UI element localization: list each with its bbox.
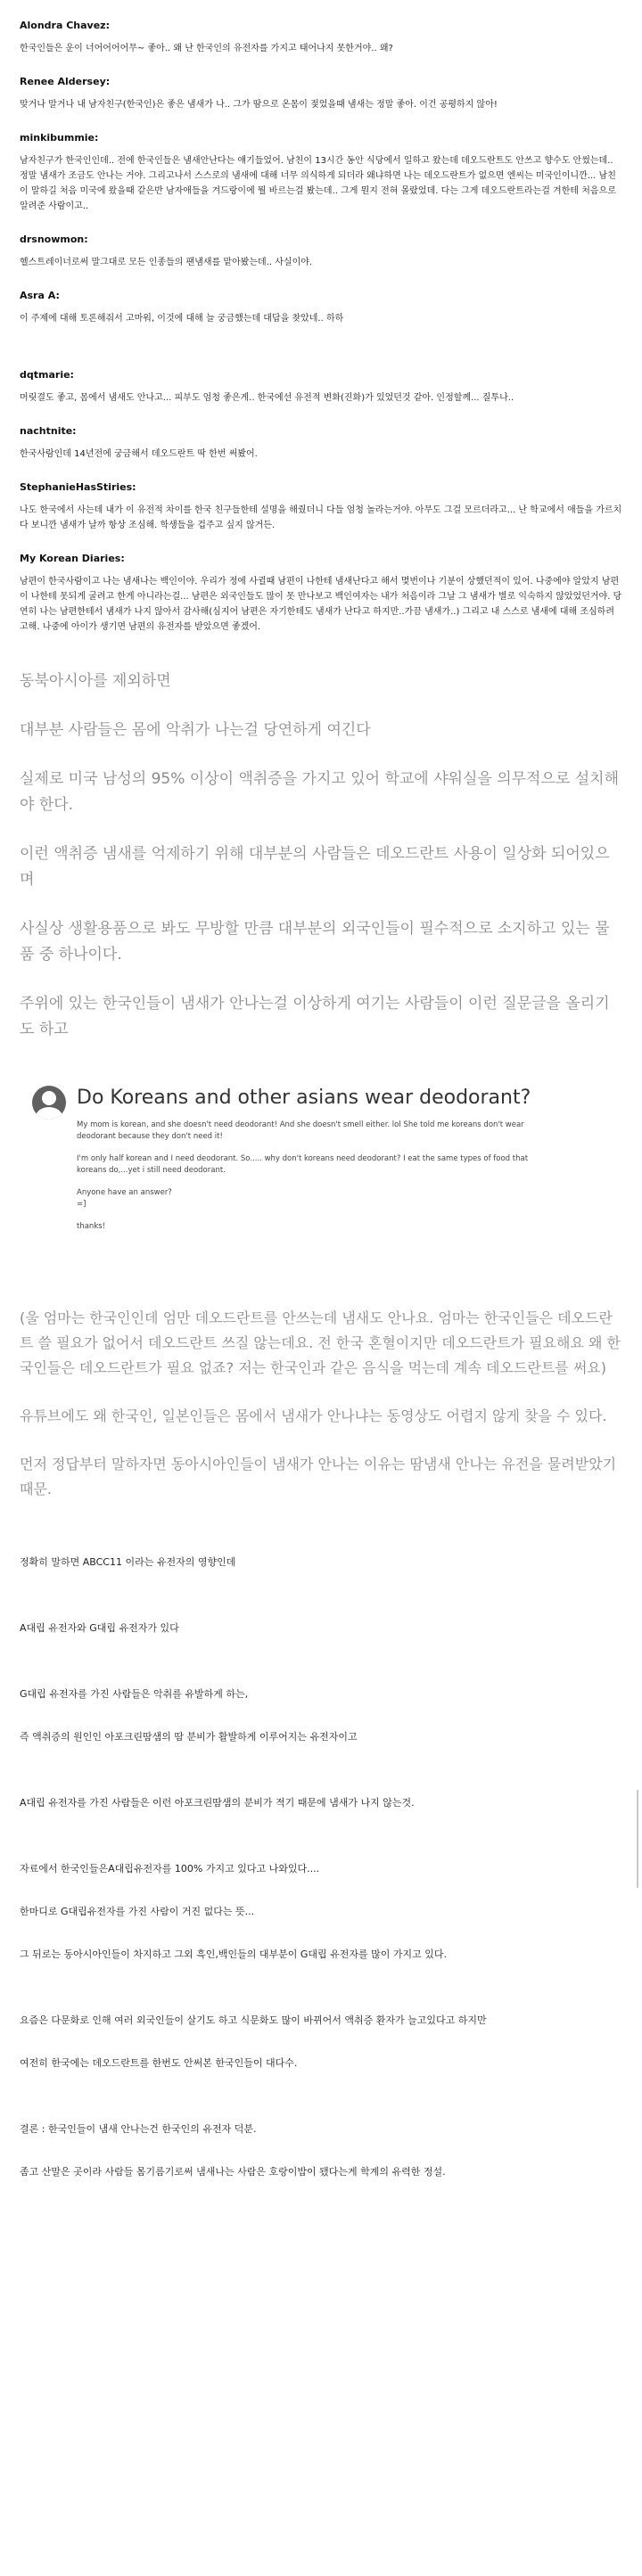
scroll-marker — [637, 1790, 638, 1888]
article-paragraph: 먼저 정답부터 말하자면 동아시아인들이 냄새가 안나는 이유는 땀냄새 안나는 유전을 물려받았기 때문. — [20, 1456, 617, 1497]
explanation-line: 좀고 산말은 곳이라 사람들 몸기름기로써 냄새나는 사람은 호랑이밥이 됐다는게 학계의 유력한 정설. — [20, 2166, 446, 2178]
explanation-line: G대립 유전자를 가진 사람들은 악취를 유발하게 하는, — [20, 1688, 249, 1700]
comment-body: 이 주제에 대해 토론해줘서 고마워, 이것에 대해 늘 궁금했는데 대답을 찾았네.. 하하 — [20, 314, 344, 324]
explanation-line: 즉 액취증의 원인인 아포크린땀샘의 땀 분비가 활발하게 이루어지는 유전자이고 — [20, 1731, 358, 1743]
explanation-line: 정확히 말하면 ABCC11 이라는 유전자의 영향인데 — [20, 1556, 236, 1568]
comment-author: nachtnite: — [20, 425, 77, 437]
comment-body: 맞거나 말거나 내 남자친구(한국인)은 좋은 냄새가 나.. 그가 땀으로 온몸이 젖었을때 냄새는 정말 좋아. 이건 공평하지 않아! — [20, 100, 498, 110]
comment — [20, 425, 622, 462]
comment-author: drsnowmon: — [20, 234, 88, 245]
quoted-question-card — [20, 1070, 622, 1252]
translation-paragraph: (울 엄마는 한국인인데 엄만 데오드란트를 안쓰는데 냄새도 안나요. 엄마는 한국인들은 데오드란트 쓸 필요가 없어서 데오드란트 쓰질 않는데요. 전 한국 혼혈이지만 데오드란트가 필요해요 왜 한국인들은 데오드란트가 필요 없죠? 저는 한국인과 같은 음식을 먹는데 계속 데오드란트를 써요) — [20, 1309, 621, 1376]
comment-body: 한국인들은 운이 너어어어어무~ 좋아.. 왜 난 한국인의 유전자를 가지고 태어나지 못한거야.. 왜? — [20, 44, 393, 53]
article-paragraph: 유튜브에도 왜 한국인, 일본인들은 몸에서 냄새가 안나냐는 동영상도 어렵지 않게 찾을 수 있다. — [20, 1407, 607, 1424]
comment-author: Renee Aldersey: — [20, 76, 111, 87]
question-title: Do Koreans and other asians wear deodorant? — [77, 1087, 531, 1109]
comments-section — [0, 0, 642, 635]
comment — [20, 234, 622, 270]
comment-author: StephanieHasStiries: — [20, 481, 136, 493]
comment-author: minkibummie: — [20, 132, 99, 144]
comment — [20, 132, 622, 214]
comment — [20, 553, 622, 635]
comment — [20, 369, 622, 406]
explanation-line: 그 뒤로는 동아시아인들이 차지하고 그외 흑인,백인들의 대부분이 G대립 유전자를 많이 가지고 있다. — [20, 1948, 448, 1960]
article-section — [0, 669, 642, 1043]
article-paragraph: 주위에 있는 한국인들이 냄새가 안나는걸 이상하게 여기는 사람들이 이런 질문글을 올리기도 하고 — [20, 995, 610, 1038]
article-paragraph: 사실상 생활용품으로 봐도 무방할 만큼 대부분의 외국인들이 필수적으로 소지하고 있는 물품 중 하나이다. — [20, 920, 610, 964]
comment-author: Alondra Chavez: — [20, 20, 110, 31]
comment-author: Asra A: — [20, 290, 60, 301]
comment — [20, 481, 622, 533]
comment-body: 나도 한국에서 사는데 내가 이 유전적 차이를 한국 친구들한테 설명을 해줬더니 다들 엄청 놀라는거야. 아무도 그걸 모르더라고... 난 학교에서 애들을 가르치다 보니깐 냄새가 날까 항상 조심해. 학생들을 겁주고 싶지 않거든. — [20, 505, 622, 530]
explanation-line: 결론 : 한국인들이 냄새 안나는건 한국인의 유전자 덕분. — [20, 2123, 257, 2135]
comment-body: 헬스트레이너로써 말그대로 모든 인종들의 팬냄새를 맡아봤는데.. 사실이야. — [20, 258, 313, 267]
explanation-line: A대립 유전자를 가진 사람들은 이런 아포크린땀샘의 분비가 적기 때문에 냄새가 나지 않는것. — [20, 1797, 415, 1809]
user-avatar-icon — [32, 1086, 66, 1120]
comment-author: dqtmarie: — [20, 369, 74, 381]
comment — [20, 20, 622, 56]
question-content — [77, 1086, 531, 1233]
explanation-line: A대립 유전자와 G대립 유전자가 있다 — [20, 1622, 179, 1634]
question-line: Anyone have an answer? — [77, 1188, 172, 1197]
comment-author: My Korean Diaries: — [20, 553, 125, 564]
article-paragraph: 동북아시아를 제외하면 — [20, 672, 171, 690]
question-line: deodorant because they don't need it! — [77, 1132, 223, 1141]
article-paragraph: 대부분 사람들은 몸에 악취가 나는걸 당연하게 여긴다 — [20, 721, 371, 739]
explanation-line: 자료에서 한국인들은A대립유전자를 100% 가지고 있다고 나와있다.... — [20, 1863, 320, 1875]
explanation-line: 요즘은 다문화로 인해 여러 외국인들이 살기도 하고 식문화도 많이 바뀌어서 액취증 환자가 늘고있다고 하지만 — [20, 2014, 487, 2026]
comment-body: 머릿결도 좋고, 몸에서 냄새도 안나고... 피부도 엄청 좋은게.. 한국에선 유전적 변화(진화)가 있었던것 같아. 인정할께... 질투나.. — [20, 393, 514, 403]
question-line: thanks! — [77, 1222, 106, 1231]
comment-body: 한국사람인데 14년전에 궁금해서 데오드란트 딱 한번 써봤어. — [20, 449, 258, 459]
article-paragraph: 이런 액취증 냄새를 억제하기 위해 대부분의 사람들은 데오드란트 사용이 일상화 되어있으며 — [20, 845, 610, 889]
article-paragraph: 실제로 미국 남성의 95% 이상이 액취증을 가지고 있어 학교에 샤워실을 의무적으로 설치해야 한다. — [20, 770, 619, 814]
explanation-line: 여전히 한국에는 데오드란트를 한번도 안써본 한국인들이 대다수. — [20, 2057, 298, 2069]
comment — [20, 290, 622, 326]
question-line: I'm only half korean and I need deodorant. So..... why don't koreans need deodorant? I eat the same types of food that — [77, 1154, 529, 1163]
explanation-line: 한마디로 G대립유전자를 가진 사람이 거진 없다는 뜻... — [20, 1906, 255, 1917]
translation-section — [0, 1306, 642, 1502]
explanation-section — [0, 1555, 642, 2179]
question-line: =] — [77, 1200, 86, 1209]
question-line: koreans do,...yet i still need deodorant. — [77, 1166, 226, 1175]
comment — [20, 76, 622, 112]
comment-body: 남자친구가 한국인인데.. 전에 한국인들은 냄새안난다는 얘기들었어. 남친이 13시간 동안 식당에서 일하고 왔는데 데오드란트도 안쓰고 향수도 안썼는데.. 정말 냄새가 조금도 안나는 거야. 그리고나서 스스로의 냄새에 대해 너무 의식하게 되더라 왜냐하면 나는 데오드란트가 없으면 엔씨는 미국인이니깐... 남친이 말하길 처음 미국에 왔을때 같은반 남자애들을 겨드랑이에 뭘 바르는걸 봤는데.. 그게 뭔지 전혀 몰랐었데. 다는 그게 데오드란트라는걸 겨한테 처음으로 알려준 사람이고.. — [20, 156, 616, 211]
question-line: My mom is korean, and she doesn't need deodorant! And she doesn't smell either. lol She told me koreans don't wear — [77, 1120, 524, 1129]
comment-body: 남편이 한국사람이고 나는 냄새나는 백인이야. 우리가 정에 사귈때 남편이 나한테 냄새난다고 해서 몇번이나 기분이 상했던적이 있어. 나중에야 알았지 남편이 나한테 못되게 굴려고 한게 아니라는걸... 남편은 외국인들도 많이 못 만나보고 백인여자는 내가 처음이라 그날 그 냄새가 별로 익숙하지 않았었던거야. 당연히 나는 남편한테서 냄새가 나지 않아서 감사해(심지어 남편은 자기한테도 냄새가 난다고 하지만..가끔 냄새가..) 그리고 내 스스로 냄새에 대해 조심하려고해. 나중에 아이가 생기면 남편의 유전자를 받았으면 좋겠어. — [20, 577, 622, 632]
